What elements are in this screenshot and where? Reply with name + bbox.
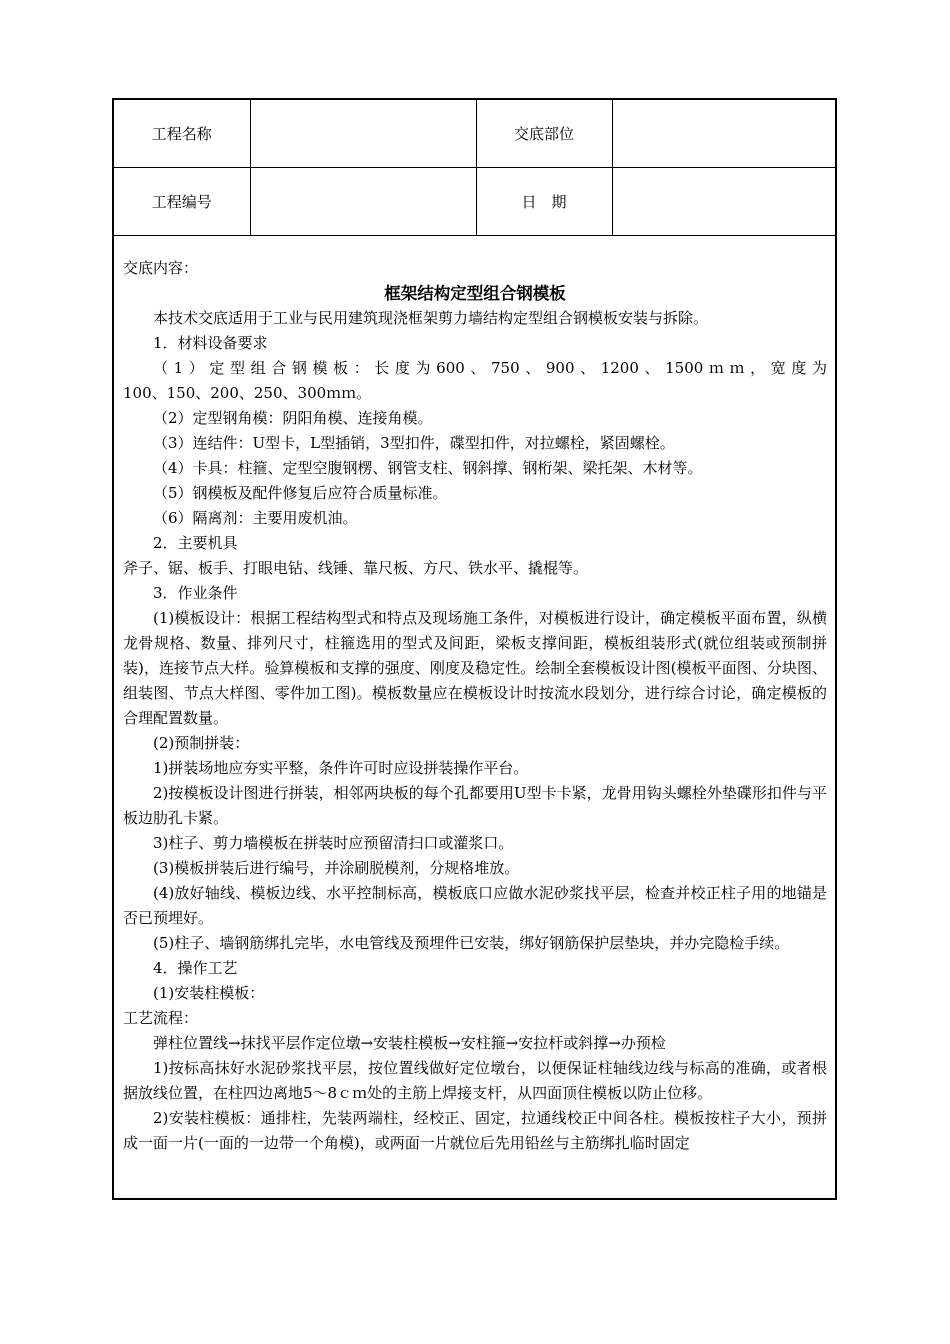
paragraph: (4)放好轴线、模板边线、水平控制标高，模板底口应做水泥砂浆找平层，检查并校正柱子用的地锚是否已预埋好。 [123, 884, 827, 927]
header-row [114, 168, 837, 236]
handover-sheet [112, 98, 837, 1200]
paragraph: （4）卡具：柱箍、定型空腹钢楞、钢管支柱、钢斜撑、钢桁架、梁托架、木材等。 [153, 459, 703, 477]
document-title: 框架结构定型组合钢模板 [384, 284, 566, 303]
section-heading: 1．材料设备要求 [153, 334, 268, 352]
paragraph: (5)柱子、墙钢筋绑扎完毕，水电管线及预埋件已安装，绑好钢筋保护层垫块，并办完隐检手续。 [153, 934, 790, 952]
content-label: 交底内容： [123, 259, 199, 277]
paragraph: 斧子、锯、板手、打眼电钻、线锤、靠尺板、方尺、铁水平、撬棍等。 [123, 559, 589, 577]
paragraph: (1)模板设计：根据工程结构型式和特点及现场施工条件，对模板进行设计，确定模板平面布置，纵横龙骨规格、数量、排列尺寸，柱箍选用的型式及间距，梁板支撑间距，模板组装形式(就位组装或预制拼装)，连接节点大样。验算模板和支撑的强度、刚度及稳定性。绘制全套模板设计图(模板平面图、分块图、组装图、节点大样图、零件加工图)。模板数量应在模板设计时按流水段划分，进行综合讨论，确定模板的合理配置数量。 [123, 609, 827, 727]
section-heading: 3．作业条件 [153, 584, 238, 602]
handover-part-field[interactable] [612, 100, 837, 168]
project-no-label: 工程编号 [114, 168, 250, 236]
date-label: 日 期 [476, 168, 612, 236]
paragraph: （6）隔离剂：主要用废机油。 [153, 509, 358, 527]
paragraph: (2)预制拼装： [153, 734, 250, 752]
process-flow: 弹柱位置线→抹找平层作定位墩→安装柱模板→安柱箍→安拉杆或斜撑→办预检 [153, 1034, 666, 1052]
project-name-field[interactable] [250, 100, 476, 168]
paragraph: （2）定型钢角模：阴阳角模、连接角模。 [153, 409, 433, 427]
paragraph: 工艺流程： [123, 1009, 199, 1027]
paragraph: 1)按标高抹好水泥砂浆找平层，按位置线做好定位墩台，以便保证柱轴线边线与标高的准确，或者根据放线位置，在柱四边离地5～8ｃｍ处的主筋上焊接支杆，从四面顶住模板以防止位移。 [123, 1059, 827, 1102]
paragraph: 1)拼装场地应夯实平整，条件许可时应设拼装操作平台。 [153, 759, 529, 777]
section-heading: 2．主要机具 [153, 534, 238, 552]
paragraph: （1）定型组合钢模板：长度为600、750、900、1200、1500ｍｍ，宽度为 [153, 359, 827, 377]
header-row [114, 100, 837, 168]
section-heading: 4．操作工艺 [153, 959, 238, 977]
paragraph: 3)柱子、剪力墙模板在拼装时应预留清扫口或灌浆口。 [153, 834, 514, 852]
handover-part-label: 交底部位 [476, 100, 612, 168]
project-no-field[interactable] [250, 168, 476, 236]
paragraph: （3）连结件：U型卡，L型插销，3型扣件，碟型扣件，对拉螺栓，紧固螺栓。 [153, 434, 675, 452]
paragraph: 2)按模板设计图进行拼装，相邻两块板的每个孔都要用U型卡卡紧，龙骨用钩头螺栓外垫碟形扣件与平板边肋孔卡紧。 [123, 784, 827, 827]
paragraph: （5）钢模板及配件修复后应符合质量标准。 [153, 484, 448, 502]
paragraph: 本技术交底适用于工业与民用建筑现浇框架剪力墙结构定型组合钢模板安装与拆除。 [153, 309, 709, 327]
project-name-label: 工程名称 [114, 100, 250, 168]
header-table [114, 100, 837, 236]
paragraph: 2)安装柱模板：通排柱，先装两端柱，经校正、固定，拉通线校正中间各柱。模板按柱子大小，预拼成一面一片(一面的一边带一个角模)，或两面一片就位后先用铅丝与主筋绑扎临时固定 [123, 1109, 827, 1152]
paragraph: (1)安装柱模板： [153, 984, 265, 1002]
handover-content [114, 236, 835, 1156]
paragraph: (3)模板拼装后进行编号，并涂刷脱模剂，分规格堆放。 [153, 859, 520, 877]
paragraph: 100、150、200、250、300ｍｍ。 [123, 384, 372, 402]
date-field[interactable] [612, 168, 837, 236]
